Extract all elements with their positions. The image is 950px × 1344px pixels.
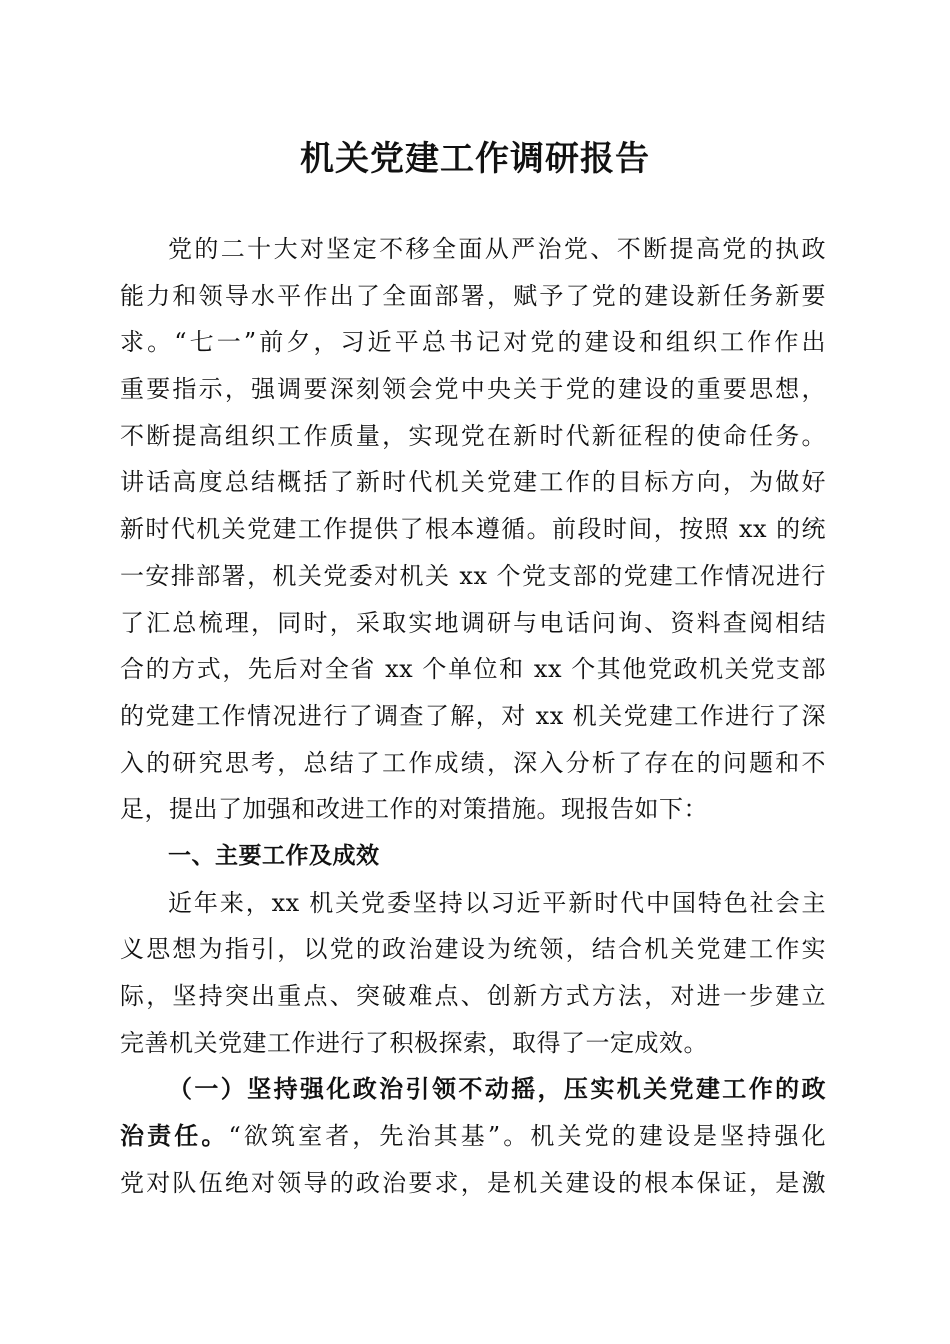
paragraph-line: 新时代机关党建工作提供了根本遵循。前段时间，按照 xx 的统 (120, 515, 826, 544)
document-title: 机关党建工作调研报告 (300, 139, 650, 179)
paragraph-line: 党对队伍绝对领导的政治要求，是机关建设的根本保证，是激 (120, 1168, 826, 1197)
subsection-heading-line: （一）坚持强化政治引领不动摇，压实机关党建工作的政 (168, 1074, 826, 1104)
paragraph-line: 一安排部署，机关党委对机关 xx 个党支部的党建工作情况进行 (120, 561, 826, 590)
paragraph-line: 党的二十大对坚定不移全面从严治党、不断提高党的执政 (168, 235, 826, 263)
paragraph-line: 完善机关党建工作进行了积极探索，取得了一定成效。 (120, 1028, 708, 1057)
paragraph-line (120, 1113, 826, 1160)
paragraph-line: 合的方式，先后对全省 xx 个单位和 xx 个其他党政机关党支部 (120, 655, 826, 684)
paragraph-line: 能力和领导水平作出了全面部署，赋予了党的建设新任务新要 (120, 281, 826, 310)
paragraph-line: 不断提高组织工作质量，实现党在新时代新征程的使命任务。 (120, 421, 826, 450)
paragraph-line: 讲话高度总结概括了新时代机关党建工作的目标方向，为做好 (120, 468, 826, 497)
paragraph-line: 际，坚持突出重点、突破难点、创新方式方法，对进一步建立 (120, 982, 826, 1010)
paragraph-line: 近年来，xx 机关党委坚持以习近平新时代中国特色社会主 (168, 888, 826, 917)
paragraph-line: 的党建工作情况进行了调查了解，对 xx 机关党建工作进行了深 (120, 701, 826, 730)
paragraph-line: 求。“七一”前夕，习近平总书记对党的建设和组织工作作出 (120, 328, 826, 357)
paragraph-line: 了汇总梳理，同时，采取实地调研与电话问询、资料查阅相结 (120, 608, 826, 637)
paragraph-line: 义思想为指引，以党的政治建设为统领，结合机关党建工作实 (120, 935, 826, 964)
paragraph-text: “欲筑室者，先治其基”。机关党的建设是坚持强化 (228, 1122, 827, 1151)
subsection-heading-end: 治责任。 (120, 1121, 229, 1151)
paragraph-line: 足，提出了加强和改进工作的对策措施。现报告如下： (120, 795, 708, 824)
paragraph-line: 重要指示，强调要深刻领会党中央关于党的建设的重要思想， (120, 375, 826, 404)
document-body (120, 226, 826, 1206)
paragraph-line: 入的研究思考，总结了工作成绩，深入分析了存在的问题和不 (120, 748, 826, 777)
section-heading: 一、主要工作及成效 (168, 842, 380, 869)
